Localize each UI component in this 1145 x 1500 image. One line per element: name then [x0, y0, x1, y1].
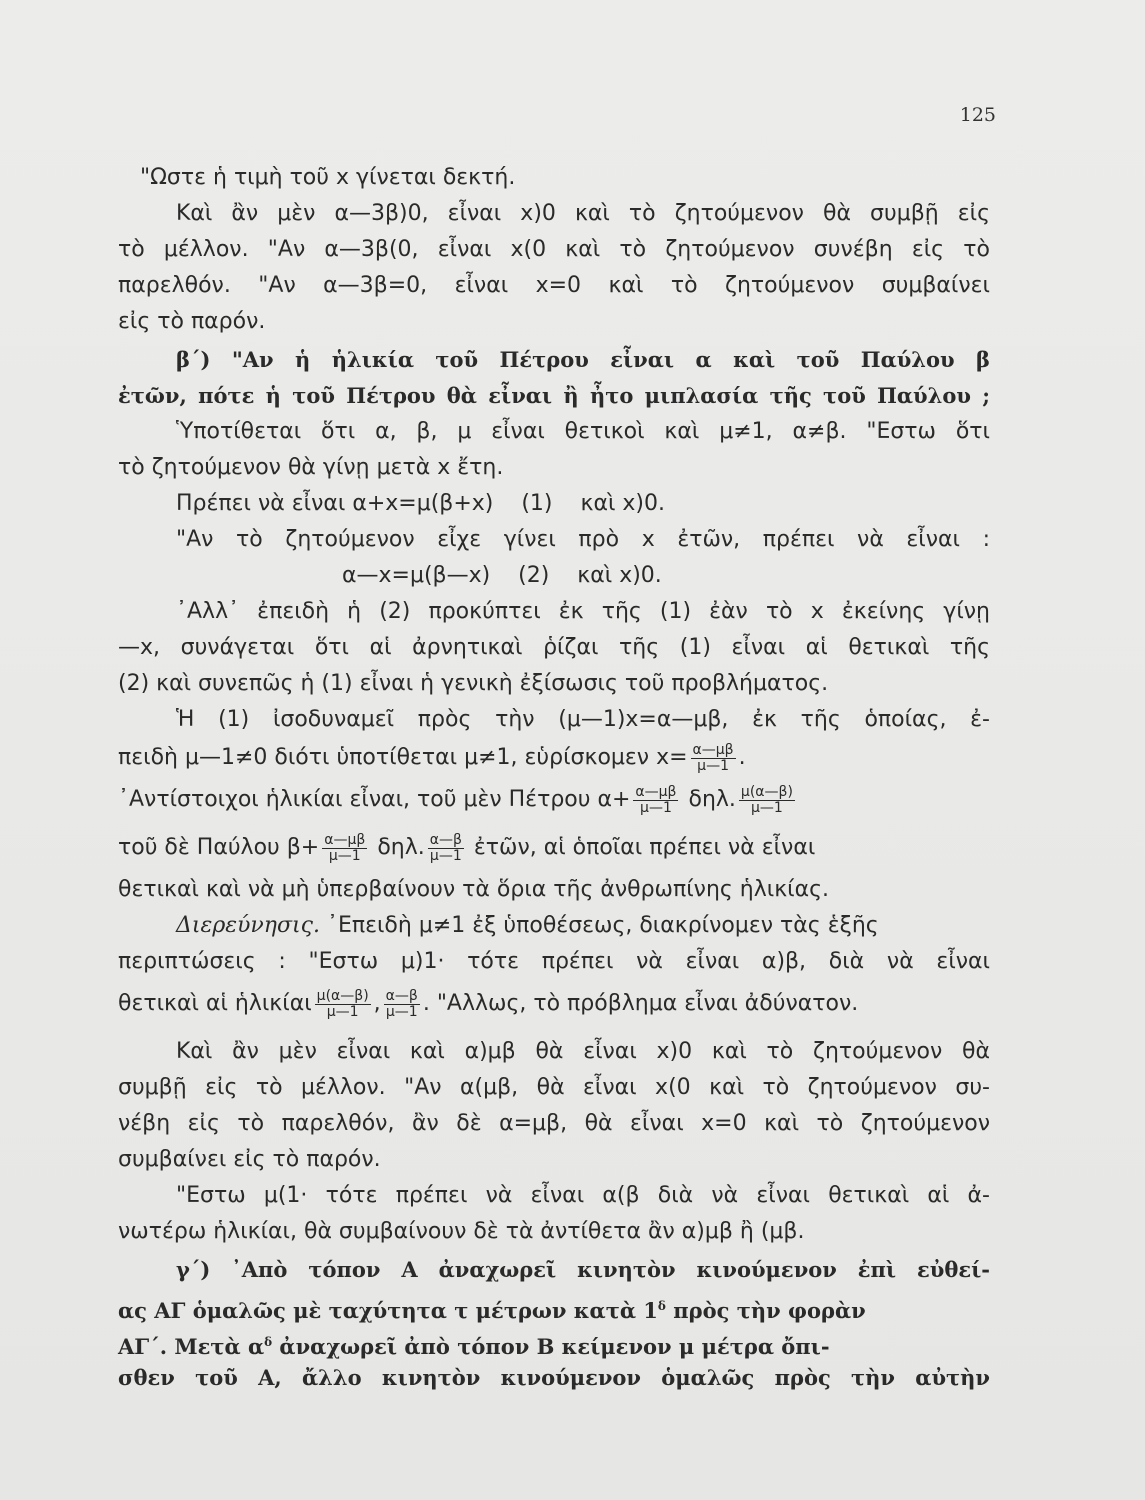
text-line: τοῦ δὲ Παύλου β+ $\frac{\alpha—\mu\beta}{\mu—1}$ δηλ. $\frac{\alpha—\beta}{\mu—1}$ ἐτῶν, αἱ ὁποῖαι πρέπει νὰ εἶναι — [118, 831, 816, 864]
text-line: θετικαὶ αἱ ἡλικίαι $\frac{\mu(\alpha—\beta)}{\mu—1}$ , $\frac{\alpha—\beta}{\mu—1}$ . "Αλλως, τὸ πρόβλημα εἶναι ἀδύνατον. — [118, 987, 859, 1020]
text-line: "Εστω μ(1· τότε πρέπει νὰ εἶναι α(β διὰ νὰ εἶναι θετικαὶ αἱ ἀ- — [176, 1183, 990, 1208]
text-line: πειδὴ μ—1≠0 διότι ὑποτίθεται μ≠1, εὑρίσκομεν x= $\frac{\alpha—\mu\beta}{\mu—1}$ . — [118, 741, 746, 774]
section-label: Διερεύνησις. — [176, 913, 320, 938]
text-line: —x, συνάγεται ὅτι αἱ ἀρνητικαὶ ῥίζαι τῆς (1) εἶναι αἱ θετικαὶ τῆς — [118, 635, 990, 660]
text-line: νέβη εἰς τὸ παρελθόν, ἂν δὲ α=μβ, θὰ εἶναι x=0 καὶ τὸ ζητούμενον — [118, 1111, 990, 1136]
fraction: $\frac{\alpha—\mu\beta}{\mu—1}$ — [635, 783, 677, 816]
problem-heading: ας ΑΓ ὁμαλῶς μὲ ταχύτητα τ μέτρων κατὰ $1^\delta$ πρὸς τὴν φορὰν — [118, 1298, 866, 1323]
text-line: συμβῇ εἰς τὸ μέλλον. "Αν α(μβ, θὰ εἶναι x(0 καὶ τὸ ζητούμενον συ- — [118, 1075, 990, 1100]
text-line: θετικαὶ καὶ νὰ μὴ ὑπερβαίνουν τὰ ὅρια τῆς ἀνθρωπίνης ἡλικίας. — [118, 877, 830, 902]
problem-heading: β΄) "Αν ἡ ἡλικία τοῦ Πέτρου εἶναι α καὶ τοῦ Παύλου β — [176, 347, 990, 372]
text-line: τὸ μέλλον. "Αν α—3β(0, εἶναι x(0 καὶ τὸ ζητούμενον συνέβη εἰς τὸ — [118, 237, 990, 262]
text-line: ᾿Αντίστοιχοι ἡλικίαι εἶναι, τοῦ μὲν Πέτρου α+ $\frac{\alpha—\mu\beta}{\mu—1}$ δηλ. $\frac{\mu(\alpha—\beta)}{\mu—1}$ — [118, 783, 793, 816]
text-line: Ὑποτίθεται ὅτι α, β, μ εἶναι θετικοὶ καὶ μ≠1, α≠β. "Εστω ὅτι — [176, 419, 990, 444]
fraction: $\frac{\alpha—\beta}{\mu—1}$ — [385, 987, 418, 1020]
fraction: $\frac{\alpha—\beta}{\mu—1}$ — [429, 831, 462, 864]
text-line: νωτέρω ἡλικίαι, θὰ συμβαίνουν δὲ τὰ ἀντίθετα ἂν α)μβ ἢ (μβ. — [118, 1219, 805, 1244]
text-line: (2) καὶ συνεπῶς ἡ (1) εἶναι ἡ γενικὴ ἐξίσωσις τοῦ προβλήματος. — [118, 671, 829, 696]
page-number: 125 — [959, 104, 996, 126]
text-line: περιπτώσεις : "Εστω μ)1· τότε πρέπει νὰ εἶναι α)β, διὰ νὰ εἶναι — [118, 949, 990, 974]
text-line: εἰς τὸ παρόν. — [118, 309, 266, 334]
text-line: συμβαίνει εἰς τὸ παρόν. — [118, 1147, 381, 1172]
equation-line: Πρέπει νὰ εἶναι α+x=μ(β+x) (1) καὶ x)0. — [176, 491, 665, 516]
problem-heading: σθεν τοῦ Α, ἄλλο κινητὸν κινούμενον ὁμαλῶς πρὸς τὴν αὐτὴν — [118, 1365, 990, 1390]
problem-heading: ἐτῶν, πότε ἡ τοῦ Πέτρου θὰ εἶναι ἢ ἦτο μιπλασία τῆς τοῦ Παύλου ; — [118, 383, 990, 408]
fraction: $\frac{\alpha—\mu\beta}{\mu—1}$ — [692, 741, 734, 774]
text-line: Ἡ (1) ἰσοδυναμεῖ πρὸς τὴν (μ—1)x=α—μβ, ἐκ τῆς ὁποίας, ἐ- — [176, 707, 990, 732]
fraction: $\frac{\mu(\alpha—\beta)}{\mu—1}$ — [740, 783, 793, 816]
text-line: τὸ ζητούμενον θὰ γίνῃ μετὰ x ἔτη. — [118, 455, 504, 480]
text-line: "Ωστε ἡ τιμὴ τοῦ x γίνεται δεκτή. — [140, 165, 516, 190]
fraction: $\frac{\alpha—\mu\beta}{\mu—1}$ — [324, 831, 366, 864]
text-line: Καὶ ἂν μὲν εἶναι καὶ α)μβ θὰ εἶναι x)0 καὶ τὸ ζητούμενον θὰ — [176, 1039, 990, 1064]
problem-heading: ΑΓ΄. Μετὰ $\alpha^\delta$ ἀναχωρεῖ ἀπὸ τόπον Β κείμενον μ μέτρα ὄπι- — [118, 1334, 830, 1359]
text-line: ᾿Αλλ᾿ ἐπειδὴ ἡ (2) προκύπτει ἐκ τῆς (1) ἐὰν τὸ x ἐκείνης γίνῃ — [176, 599, 990, 624]
text-line: Διερεύνησις. ᾿Επειδὴ μ≠1 ἐξ ὑποθέσεως, διακρίνομεν τὰς ἑξῆς — [176, 913, 879, 938]
text-line: "Αν τὸ ζητούμενον εἶχε γίνει πρὸ x ἐτῶν, πρέπει νὰ εἶναι : — [176, 527, 990, 552]
equation-line: α—x=μ(β—x) (2) καὶ x)0. — [342, 563, 662, 588]
problem-heading: γ΄) ᾿Απὸ τόπον Α ἀναχωρεῖ κινητὸν κινούμενον ἐπὶ εὐθεί- — [176, 1257, 990, 1282]
text-line: Καὶ ἂν μὲν α—3β)0, εἶναι x)0 καὶ τὸ ζητούμενον θὰ συμβῇ εἰς — [176, 201, 990, 226]
fraction: $\frac{\mu(\alpha—\beta)}{\mu—1}$ — [316, 987, 369, 1020]
text-line: παρελθόν. "Αν α—3β=0, εἶναι x=0 καὶ τὸ ζητούμενον συμβαίνει — [118, 273, 990, 298]
